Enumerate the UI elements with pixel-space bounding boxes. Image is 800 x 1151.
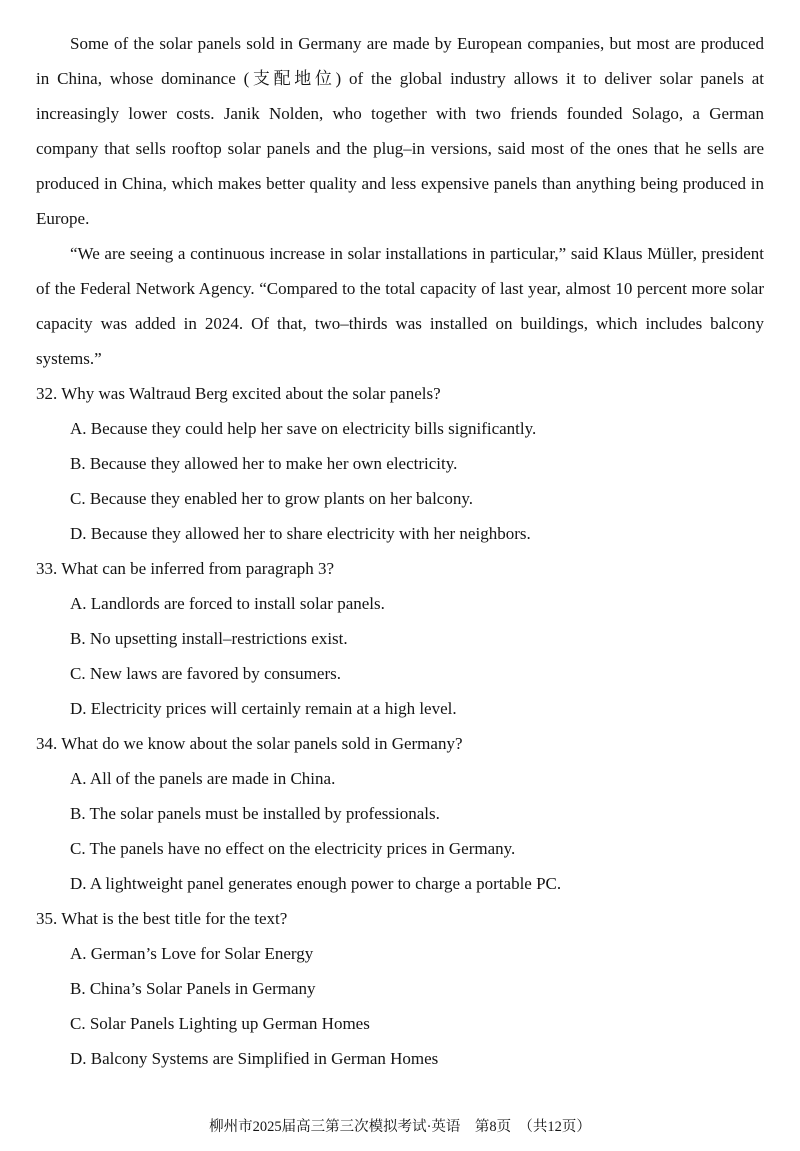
question-number: 32. (36, 384, 58, 403)
question-number: 34. (36, 734, 58, 753)
question-stem (36, 726, 764, 761)
option-a: A. Landlords are forced to install solar panels. (70, 594, 385, 613)
option-c: C. Because they enabled her to grow plants on her balcony. (70, 489, 473, 508)
question-text: Why was Waltraud Berg excited about the solar panels? (61, 384, 441, 403)
question-stem (36, 376, 764, 411)
question-number: 33. (36, 559, 58, 578)
question-text: What can be inferred from paragraph 3? (61, 559, 334, 578)
option-d: D. Electricity prices will certainly remain at a high level. (70, 699, 457, 718)
option-c: C. New laws are favored by consumers. (70, 664, 341, 683)
reading-paragraph-1: Some of the solar panels sold in Germany are made by European companies, but most are produced in China, whose dominance (支配地位) of the global industry allows it to deliver solar panels at increasingly lower costs. Janik Nolden, who together with two friends founded Solago, a German company that sells rooftop solar panels and the plug–in versions, said most of the ones that he sells are produced in China, which makes better quality and less expensive panels than anything being produced in Europe. (36, 34, 764, 228)
question-34 (36, 726, 764, 901)
question-text: What is the best title for the text? (61, 909, 288, 928)
page-footer: 柳州市2025届高三第三次模拟考试·英语 第8页 （共12页） (209, 1119, 591, 1135)
question-number: 35. (36, 909, 58, 928)
option-d: D. A lightweight panel generates enough power to charge a portable PC. (70, 874, 562, 893)
option-d: D. Balcony Systems are Simplified in German Homes (70, 1049, 439, 1068)
option-b: B. Because they allowed her to make her own electricity. (70, 454, 458, 473)
option-c: C. Solar Panels Lighting up German Homes (70, 1014, 370, 1033)
option-a: A. All of the panels are made in China. (70, 769, 336, 788)
question-32 (36, 376, 764, 551)
option-a: A. German’s Love for Solar Energy (70, 944, 314, 963)
option-d: D. Because they allowed her to share electricity with her neighbors. (70, 524, 531, 543)
option-b: B. No upsetting install–restrictions exist. (70, 629, 348, 648)
question-33 (36, 551, 764, 726)
option-b: B. The solar panels must be installed by professionals. (70, 804, 440, 823)
question-35 (36, 901, 764, 1076)
question-text: What do we know about the solar panels sold in Germany? (61, 734, 463, 753)
question-stem (36, 551, 764, 586)
reading-paragraph-2: “We are seeing a continuous increase in solar installations in particular,” said Klaus Müller, president of the Federal Network Agency. “Compared to the total capacity of last year, almost 10 percent more solar capacity was added in 2024. Of that, two–thirds was installed on buildings, which includes balcony systems.” (36, 244, 764, 368)
option-b: B. China’s Solar Panels in Germany (70, 979, 316, 998)
option-c: C. The panels have no effect on the electricity prices in Germany. (70, 839, 516, 858)
option-a: A. Because they could help her save on electricity bills significantly. (70, 419, 537, 438)
question-stem (36, 901, 764, 936)
